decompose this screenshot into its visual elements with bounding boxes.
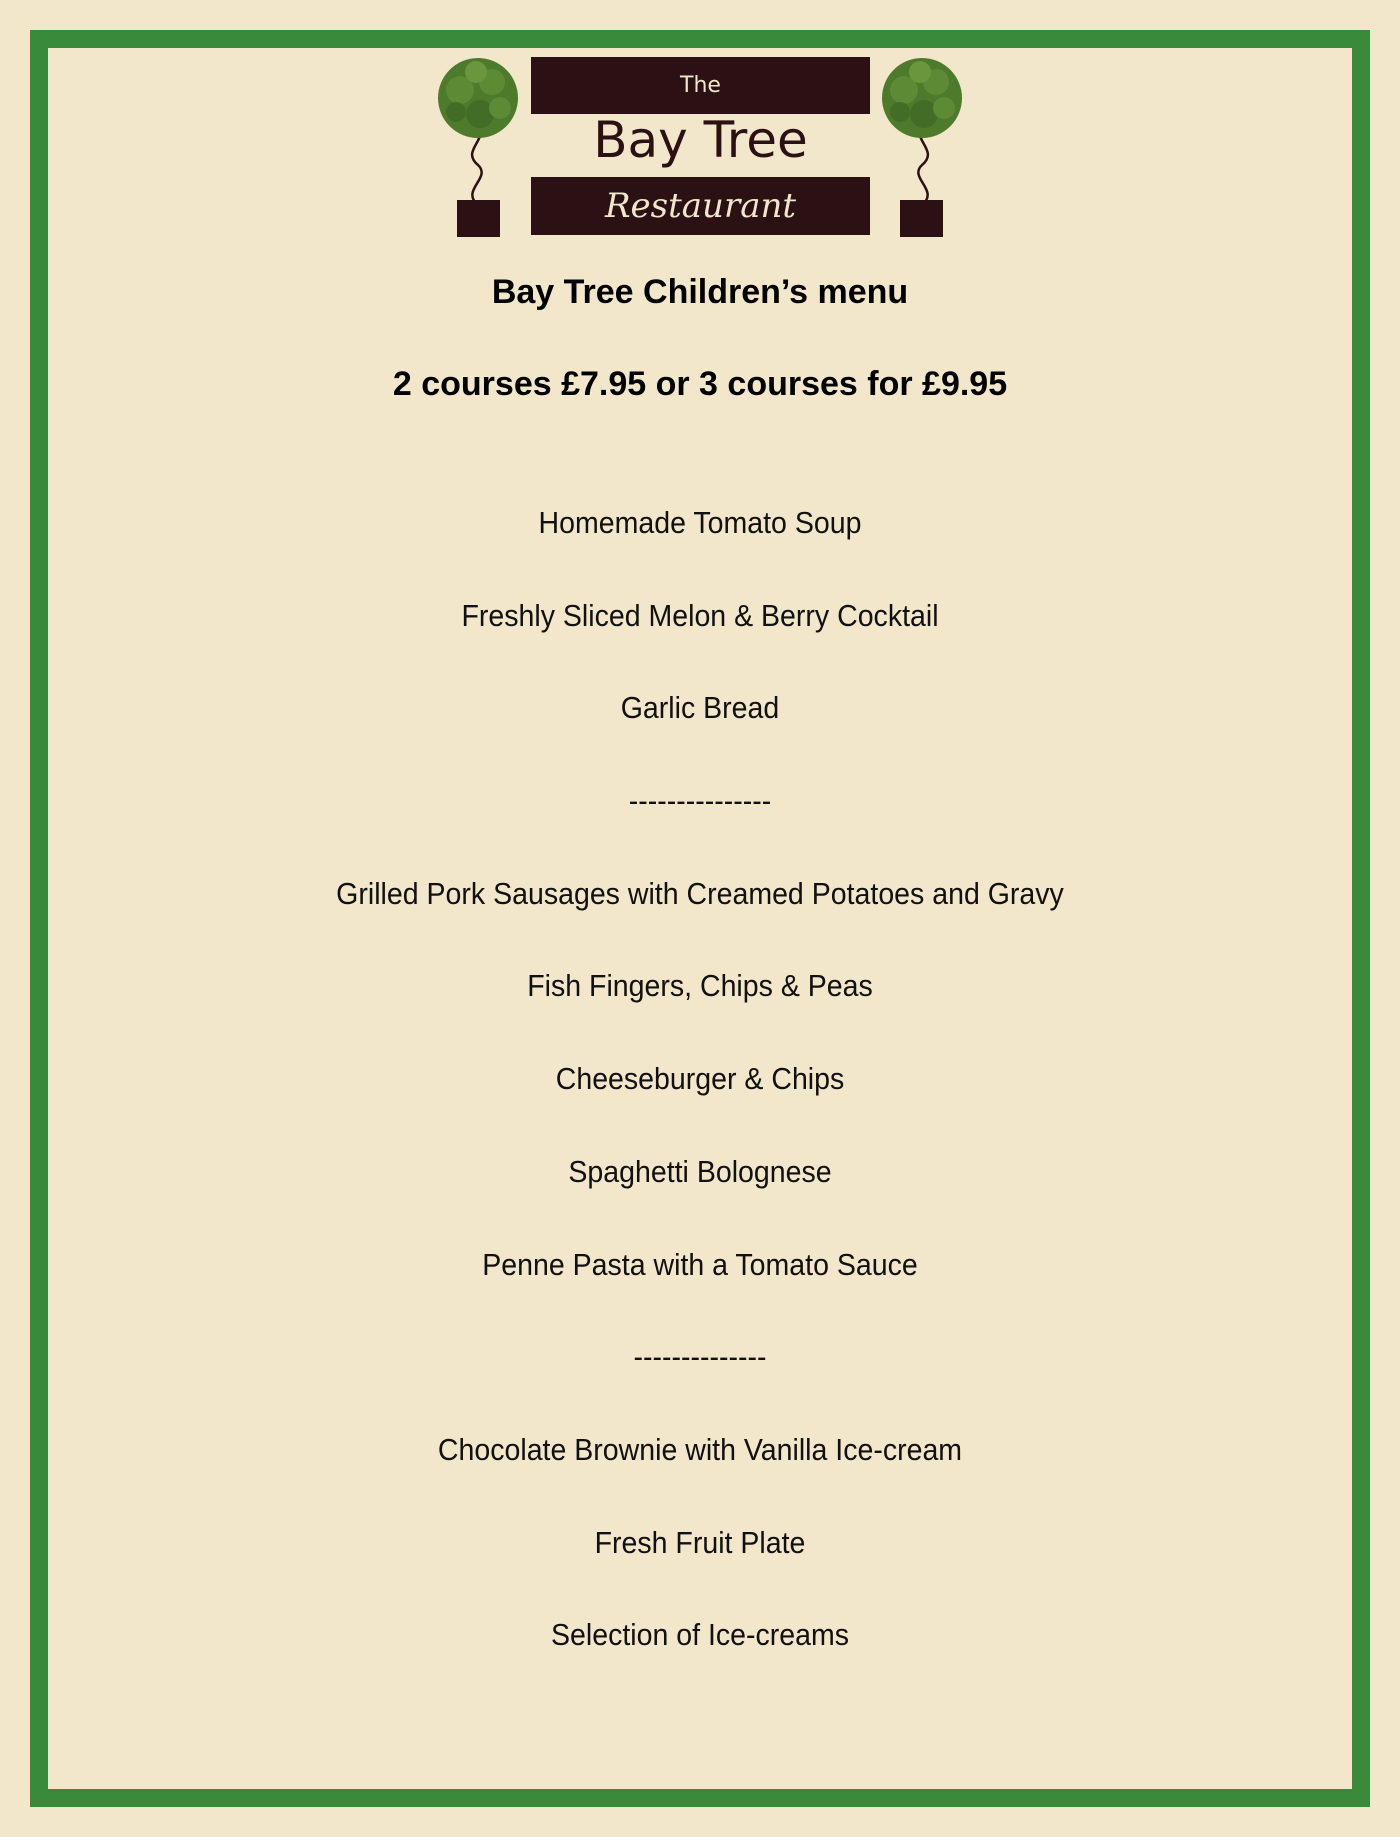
logo-name: Bay Tree (593, 111, 808, 169)
right-topiary-tree-icon (882, 58, 962, 237)
menu-title: Bay Tree Children’s menu (491, 273, 909, 311)
restaurant-logo (430, 50, 970, 240)
menu-item: Grilled Pork Sausages with Creamed Potatoes and Gravy (336, 875, 1064, 911)
menu-item: Penne Pasta with a Tomato Sauce (482, 1246, 918, 1282)
logo-restaurant-label: Restaurant (531, 177, 870, 235)
left-topiary-tree-icon (438, 58, 518, 237)
course-separator: --------------- (628, 783, 772, 819)
menu-item: Fresh Fruit Plate (594, 1524, 806, 1560)
logo-the-label: The (531, 57, 870, 114)
course-separator: -------------- (633, 1339, 767, 1375)
menu-item: Fish Fingers, Chips & Peas (527, 968, 873, 1004)
menu-item: Spaghetti Bolognese (568, 1153, 832, 1189)
menu-item: Chocolate Brownie with Vanilla Ice-cream (437, 1431, 963, 1467)
menu-item: Selection of Ice-creams (550, 1617, 849, 1653)
menu-items-list (0, 500, 1400, 1705)
price-line: 2 courses £7.95 or 3 courses for £9.95 (392, 365, 1008, 403)
menu-item: Freshly Sliced Melon & Berry Cocktail (461, 597, 939, 633)
menu-item: Homemade Tomato Soup (538, 505, 862, 540)
menu-item: Cheeseburger & Chips (555, 1061, 845, 1097)
menu-item: Garlic Bread (620, 690, 780, 726)
